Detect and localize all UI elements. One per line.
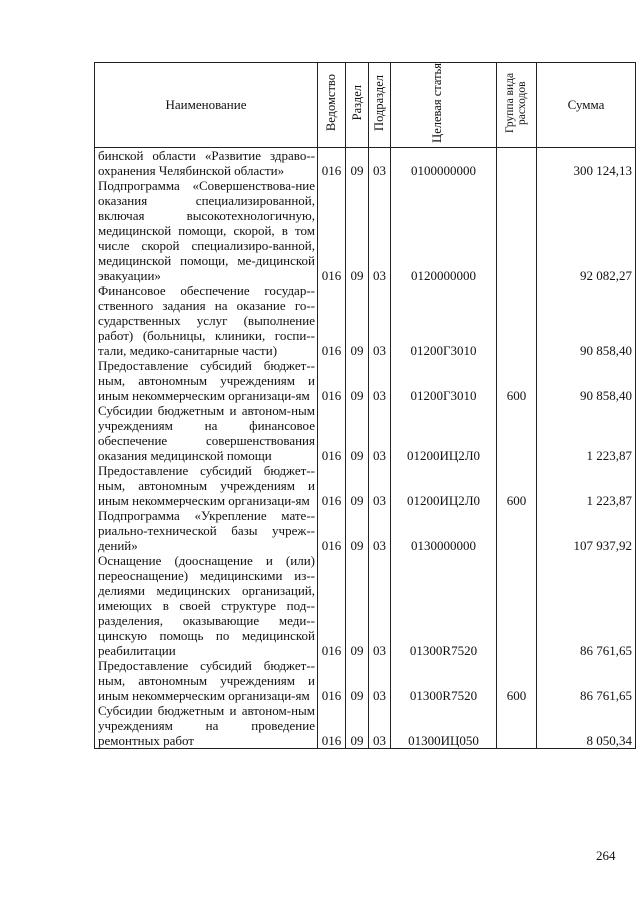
table-row <box>95 283 636 358</box>
header-dept: Ведомство <box>318 63 346 148</box>
row-name: Субсидии бюджетным и автоном-ным учреждениям на финансовое обеспечение совершенствования оказания медицинской помощи <box>95 403 318 463</box>
row-dept: 016 <box>318 703 346 749</box>
row-dept: 016 <box>318 508 346 553</box>
row-target: 01200Г3010 <box>391 358 497 403</box>
row-section: 09 <box>346 358 369 403</box>
row-sum: 90 858,40 <box>537 283 636 358</box>
table-row <box>95 508 636 553</box>
table-row <box>95 703 636 749</box>
row-sum: 300 124,13 <box>537 148 636 179</box>
row-target: 0100000000 <box>391 148 497 179</box>
row-section: 09 <box>346 283 369 358</box>
row-subsection: 03 <box>369 403 391 463</box>
row-target: 01300ИЦ050 <box>391 703 497 749</box>
row-subsection: 03 <box>369 463 391 508</box>
row-name: Субсидии бюджетным и автоном-ным учреждениям на проведение ремонтных работ <box>95 703 318 749</box>
row-name: Оснащение (дооснащение и (или) переоснащение) медицинскими из-делиями медицинских организаций, имеющих в своей структуре под-разделения, оказывающие меди-цинскую помощь по медицинской реабилитации <box>95 553 318 658</box>
row-dept: 016 <box>318 283 346 358</box>
row-sum: 92 082,27 <box>537 178 636 283</box>
row-group <box>497 283 537 358</box>
row-section: 09 <box>346 553 369 658</box>
row-sum: 90 858,40 <box>537 358 636 403</box>
row-name: Финансовое обеспечение государ-ственного задания на оказание го-сударственных услуг (выполнение работ) (больницы, клиники, госпи-тали, медико-санитарные части) <box>95 283 318 358</box>
row-group: 600 <box>497 463 537 508</box>
row-subsection: 03 <box>369 553 391 658</box>
header-target: Целевая статья <box>391 63 497 148</box>
row-sum: 86 761,65 <box>537 553 636 658</box>
row-dept: 016 <box>318 463 346 508</box>
row-dept: 016 <box>318 148 346 179</box>
row-name: Предоставление субсидий бюджет-ным, автономным учреждениям и иным некоммерческим организаци-ям <box>95 658 318 703</box>
table-row <box>95 358 636 403</box>
row-sum: 8 050,34 <box>537 703 636 749</box>
table-row <box>95 658 636 703</box>
row-group <box>497 508 537 553</box>
header-row <box>95 63 636 148</box>
row-dept: 016 <box>318 358 346 403</box>
row-section: 09 <box>346 508 369 553</box>
table-row <box>95 178 636 283</box>
row-name: Предоставление субсидий бюджет-ным, автономным учреждениям и иным некоммерческим организаци-ям <box>95 358 318 403</box>
row-section: 09 <box>346 178 369 283</box>
header-subsection: Подраздел <box>369 63 391 148</box>
row-name: Подпрограмма «Укрепление мате-риально-технической базы учреж-дений» <box>95 508 318 553</box>
header-sum: Сумма <box>537 63 636 148</box>
table-row <box>95 148 636 179</box>
row-group <box>497 178 537 283</box>
row-subsection: 03 <box>369 358 391 403</box>
row-name: бинской области «Развитие здраво-охранения Челябинской области» <box>95 148 318 179</box>
row-section: 09 <box>346 403 369 463</box>
row-subsection: 03 <box>369 283 391 358</box>
row-sum: 86 761,65 <box>537 658 636 703</box>
header-group: Группа вида расходов <box>497 63 537 148</box>
row-section: 09 <box>346 463 369 508</box>
row-section: 09 <box>346 658 369 703</box>
row-group <box>497 703 537 749</box>
row-group: 600 <box>497 658 537 703</box>
row-group <box>497 553 537 658</box>
row-name: Подпрограмма «Совершенствова-ние оказания специализированной, включая высокотехнологичную, медицинской помощи, скорой, в том числе скорой специализиро-ванной, медицинской помощи, ме-дицинской эвакуации» <box>95 178 318 283</box>
row-target: 01300R7520 <box>391 553 497 658</box>
row-group <box>497 148 537 179</box>
row-sum: 1 223,87 <box>537 403 636 463</box>
table-row <box>95 463 636 508</box>
row-group <box>497 403 537 463</box>
row-group: 600 <box>497 358 537 403</box>
header-section: Раздел <box>346 63 369 148</box>
row-target: 01200ИЦ2Л0 <box>391 463 497 508</box>
table-row <box>95 403 636 463</box>
row-dept: 016 <box>318 553 346 658</box>
row-name: Предоставление субсидий бюджет-ным, автономным учреждениям и иным некоммерческим организаци-ям <box>95 463 318 508</box>
row-subsection: 03 <box>369 178 391 283</box>
row-sum: 107 937,92 <box>537 508 636 553</box>
page-number: 264 <box>596 848 616 863</box>
row-target: 01200ИЦ2Л0 <box>391 403 497 463</box>
budget-table <box>94 62 636 749</box>
row-target: 01200Г3010 <box>391 283 497 358</box>
table-row <box>95 553 636 658</box>
row-target: 01300R7520 <box>391 658 497 703</box>
row-section: 09 <box>346 148 369 179</box>
row-target: 0120000000 <box>391 178 497 283</box>
row-subsection: 03 <box>369 658 391 703</box>
header-name: Наименование <box>95 63 318 148</box>
row-dept: 016 <box>318 658 346 703</box>
row-section: 09 <box>346 703 369 749</box>
row-sum: 1 223,87 <box>537 463 636 508</box>
row-subsection: 03 <box>369 508 391 553</box>
row-subsection: 03 <box>369 703 391 749</box>
row-dept: 016 <box>318 403 346 463</box>
row-target: 0130000000 <box>391 508 497 553</box>
row-dept: 016 <box>318 178 346 283</box>
row-subsection: 03 <box>369 148 391 179</box>
